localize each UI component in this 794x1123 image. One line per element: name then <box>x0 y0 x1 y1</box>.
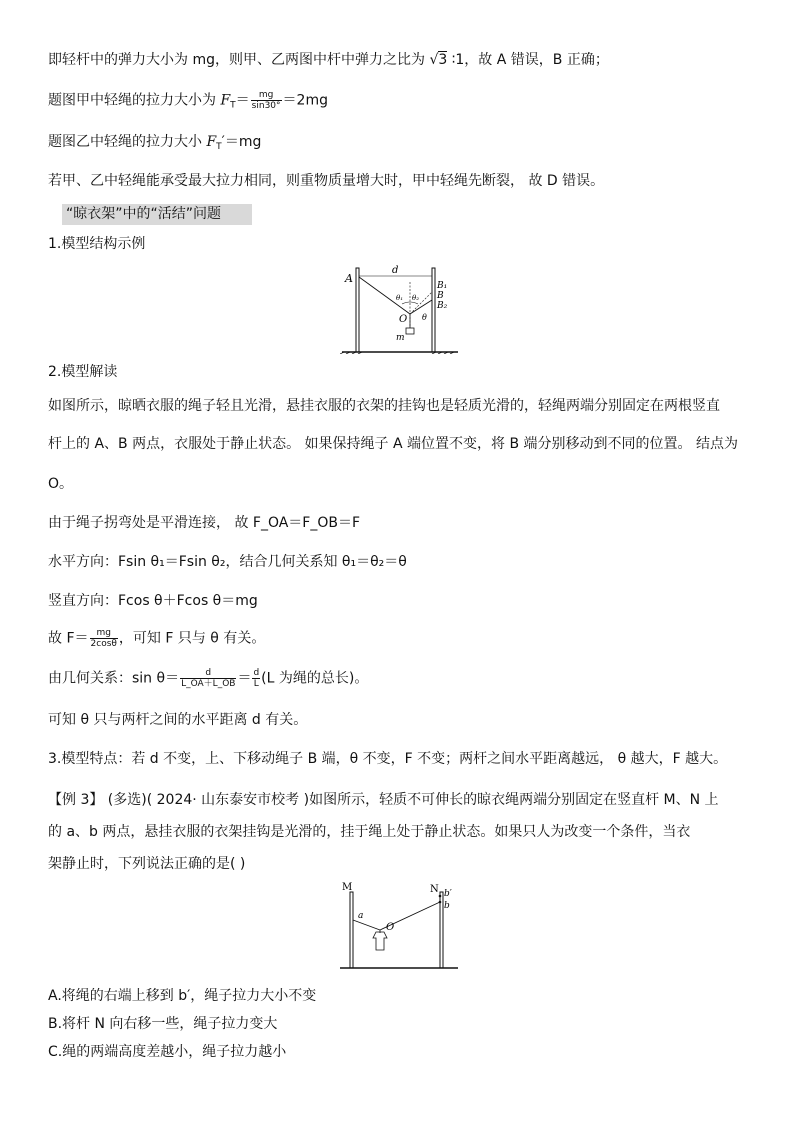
text-segment: mg，则甲、乙两图中杆中弹力之比为 <box>192 52 425 68</box>
text-line-4: 若甲、乙中轻绳能承受最大拉力相同，则重物质量增大时，甲中轻绳先断裂， 故 D 错误。 <box>48 173 605 189</box>
formula-line: 水平方向：Fsin θ₁＝Fsin θ₂，结合几何关系知 θ₁＝θ₂＝θ <box>48 554 407 570</box>
equals-sign: ＝ <box>237 670 252 687</box>
text-segment: 题图甲中轻绳的拉力大小为 <box>48 92 216 109</box>
label-m: m <box>396 333 405 343</box>
paragraph-line: O。 <box>48 476 74 492</box>
text-segment: 题图乙中轻绳的拉力大小 <box>48 134 202 150</box>
point-b <box>439 901 442 904</box>
figure-clothesline <box>336 880 462 972</box>
symbol-f: F <box>206 134 217 150</box>
text-segment: 由几何关系：sin θ＝ <box>48 670 180 687</box>
label-d: d <box>392 265 399 276</box>
text-line-2 <box>48 90 328 116</box>
example-line: 的 a、b 两点，悬挂衣服的衣架挂钩是光滑的，挂于绳上处于静止状态。如果只人为改变一个条件，当衣 <box>48 824 691 840</box>
weight-block <box>406 328 414 334</box>
formula-line: 竖直方向：Fcos θ＋Fcos θ＝mg <box>48 593 258 609</box>
clothes-icon <box>373 932 387 950</box>
subscript: T <box>230 100 236 111</box>
section-title: “晾衣架”中的“活结”问题 <box>66 206 222 222</box>
fraction <box>90 628 118 649</box>
symbol-f: F <box>220 92 231 109</box>
point-b-prime <box>439 895 442 898</box>
label-b-prime: b′ <box>444 889 452 899</box>
heading-model-structure: 1.模型结构示例 <box>48 236 146 252</box>
fraction <box>252 668 260 689</box>
label-b: b <box>444 901 450 911</box>
label-a: A <box>345 272 353 285</box>
text-segment: 即轻杆中的弹力大小为 <box>48 52 188 68</box>
option-c: C.绳的两端高度差越小，绳子拉力越小 <box>48 1044 287 1060</box>
fraction-numerator: d <box>253 668 260 678</box>
label-a: a <box>358 911 364 921</box>
equals-sign: ＝ <box>235 92 250 109</box>
option-b: B.将杆 N 向右移一些，绳子拉力变大 <box>48 1016 278 1032</box>
text-segment: ，可知 F 只与 θ 有关。 <box>118 630 266 647</box>
label-b: B <box>437 291 444 301</box>
model-features: 3.模型特点：若 d 不变，上、下移动绳子 B 端，θ 不变，F 不变；两杆之间水平距离越远， θ 越大，F 越大。 <box>48 751 728 767</box>
fraction-denominator: 2cosθ <box>90 639 117 649</box>
sqrt-radicand: 3 <box>438 52 448 68</box>
figure-clothes-rack <box>340 262 460 354</box>
text-segment: ∶1，故 A 错误，B 正确； <box>451 52 609 68</box>
fraction-denominator: L <box>253 679 259 689</box>
label-n: N <box>430 884 439 895</box>
example-line: 架静止时，下列说法正确的是( ) <box>48 856 246 872</box>
right-pole <box>432 268 435 352</box>
pole-m <box>350 892 353 968</box>
formula-line <box>48 628 265 649</box>
fraction-denominator: sin30° <box>251 101 281 111</box>
fraction-numerator: d <box>180 668 236 679</box>
left-pole <box>356 268 359 352</box>
label-o: O <box>399 314 408 325</box>
text-segment: (L 为绳的总长)。 <box>261 670 369 687</box>
formula-line: 由于绳子拐弯处是平滑连接， 故 F_OA＝F_OB＝F <box>48 515 361 531</box>
sqrt-symbol: √3 <box>429 52 448 68</box>
option-a: A.将绳的右端上移到 b′，绳子拉力大小不变 <box>48 988 317 1004</box>
label-b1: B₁ <box>437 281 448 291</box>
fraction-numerator: mg <box>251 90 282 101</box>
rope-left <box>353 920 380 930</box>
label-o: O <box>386 922 395 933</box>
label-m: M <box>342 882 353 893</box>
fraction <box>180 668 236 689</box>
subscript: T <box>216 142 222 152</box>
text-line-3 <box>48 132 261 157</box>
paragraph-line: 杆上的 A、B 两点，衣服处于静止状态。 如果保持绳子 A 端位置不变，将 B 端分别移动到不同的位置。 结点为 <box>48 436 738 452</box>
text-segment: ′＝mg <box>221 134 262 150</box>
formula-line <box>48 668 368 689</box>
label-theta: θ <box>422 313 427 322</box>
text-line-1 <box>48 50 609 70</box>
fraction <box>251 90 282 111</box>
fraction-numerator: mg <box>90 628 118 639</box>
text-segment: ＝2mg <box>282 92 328 109</box>
heading-model-reading: 2.模型解读 <box>48 364 118 380</box>
pole-n <box>440 892 443 968</box>
fraction-denominator: L_OA＋L_OB <box>181 679 236 689</box>
label-b2: B₂ <box>437 301 448 311</box>
paragraph-line: 如图所示，晾晒衣服的绳子轻且光滑，悬挂衣服的衣架的挂钩也是轻质光滑的，轻绳两端分别固定在两根竖直 <box>48 398 720 414</box>
label-theta2: θ₂ <box>412 294 420 302</box>
paragraph-line: 可知 θ 只与两杆之间的水平距离 d 有关。 <box>48 712 308 728</box>
label-theta1: θ₁ <box>396 294 404 302</box>
text-segment: 故 F＝ <box>48 630 89 647</box>
example-line: 【例 3】 (多选)( 2024· 山东泰安市校考 )如图所示，轻质不可伸长的晾衣绳两端分别固定在竖直杆 M、N 上 <box>48 792 719 808</box>
